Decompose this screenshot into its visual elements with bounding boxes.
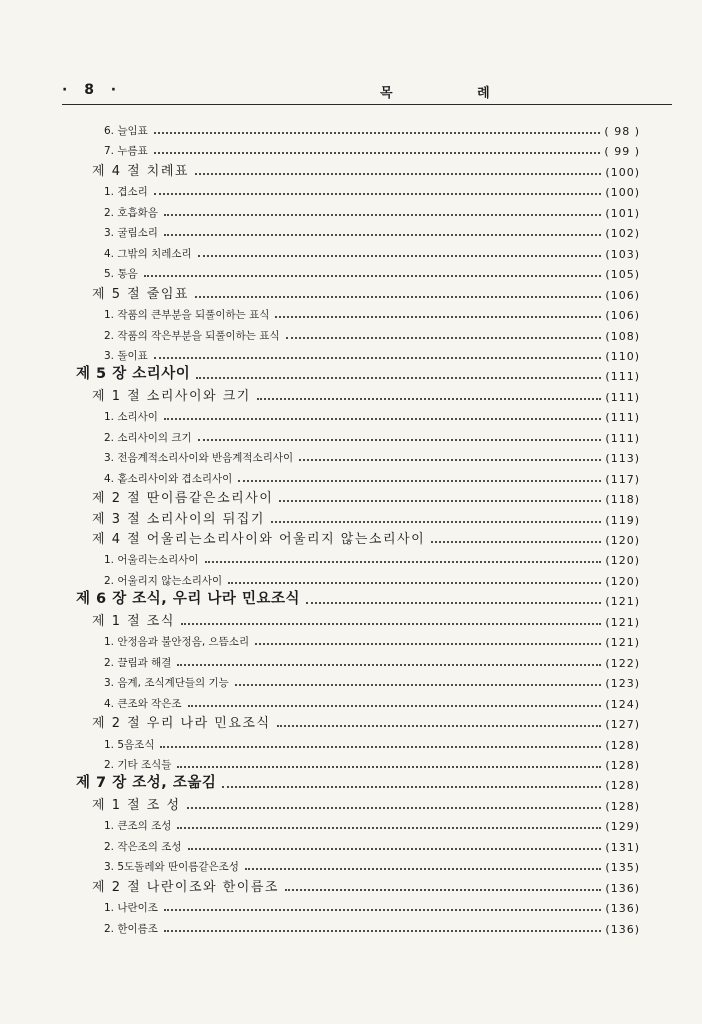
toc-entry-page: (129) [605, 820, 640, 834]
toc-entry-title: 제 6 장 조식, 우리 나라 민요조식 [76, 591, 300, 608]
toc-entry-page: (131) [605, 840, 640, 854]
toc-entry-page: (105) [605, 268, 640, 282]
toc-entry-page: (121) [605, 636, 640, 650]
dot-leader [160, 745, 601, 748]
toc-entry-title: 2. 기타 조식들 [104, 758, 172, 771]
toc-entry-page: (110) [605, 349, 640, 363]
dot-leader [271, 520, 602, 523]
dot-leader [306, 601, 601, 604]
page-header [62, 82, 672, 105]
toc-entry-page: (108) [605, 329, 640, 343]
toc-entry [92, 611, 640, 629]
toc-entry [104, 243, 640, 261]
toc-entry-title: 제 3 절 소리사이의 뒤집기 [92, 511, 265, 527]
toc-entry-page: (136) [605, 881, 640, 895]
toc-entry [104, 406, 640, 424]
dot-leader [228, 581, 601, 584]
dot-leader [198, 438, 602, 441]
toc-entry [104, 427, 640, 445]
toc-entry [104, 120, 640, 138]
toc-entry-page: (119) [605, 513, 640, 527]
toc-entry-title: 1. 어울리는소리사이 [104, 554, 199, 567]
toc-entry-title: 제 2 절 딴이름같은소리사이 [92, 491, 274, 507]
dot-leader [177, 663, 601, 666]
toc-entry-page: (113) [605, 452, 640, 466]
toc-entry-page: (120) [605, 574, 640, 588]
toc-entry-title: 3. 돌이표 [104, 349, 148, 362]
dot-leader [222, 785, 601, 788]
dot-leader [154, 151, 601, 154]
page-number: · 8 · [62, 82, 123, 98]
toc-entry [104, 570, 640, 588]
dot-leader [195, 172, 601, 175]
running-title: 목 례 [380, 86, 530, 101]
toc-entry [92, 509, 640, 527]
toc-entry-title: 2. 끌림과 해결 [104, 656, 172, 669]
toc-entry-page: (136) [605, 902, 640, 916]
dot-leader [154, 192, 602, 195]
toc-entry-page: (135) [605, 861, 640, 875]
toc-entry [76, 590, 640, 608]
dot-leader [164, 908, 601, 911]
toc-entry-page: (111) [605, 390, 640, 404]
toc-entry [104, 652, 640, 670]
dot-leader [257, 397, 602, 400]
toc-entry [104, 263, 640, 281]
toc-entry [104, 897, 640, 915]
toc-entry [104, 202, 640, 220]
dot-leader [164, 213, 601, 216]
toc-entry [104, 918, 640, 936]
toc-entry-title: 제 2 절 우리 나라 민요조식 [92, 716, 271, 732]
toc-entry-title: 3. 5도돌레와 딴이름같은조성 [104, 861, 239, 874]
toc-entry [104, 836, 640, 854]
dot-leader [177, 826, 601, 829]
toc-entry [92, 284, 640, 302]
toc-entry [104, 325, 640, 343]
toc-entry-title: 제 5 절 줄임표 [92, 286, 189, 302]
dot-leader [164, 417, 601, 420]
dot-leader [285, 888, 601, 891]
toc-entry-page: (128) [605, 799, 640, 813]
toc-entry-title: 제 1 절 소리사이와 크기 [92, 388, 251, 404]
toc-entry-title: 1. 소리사이 [104, 411, 158, 424]
toc-entry-page: (128) [605, 738, 640, 752]
toc-entry-page: (100) [605, 165, 640, 179]
dot-leader [181, 622, 602, 625]
toc-entry [92, 386, 640, 404]
toc-entry [104, 672, 640, 690]
dot-leader [431, 540, 601, 543]
toc-entry-title: 7. 누름표 [104, 145, 148, 158]
toc-entry-title: 1. 안정음과 불안정음, 으뜸소리 [104, 636, 250, 649]
dot-leader [279, 499, 601, 502]
dot-leader [255, 642, 601, 645]
toc-entry [104, 222, 640, 240]
toc-entry-page: (111) [605, 411, 640, 425]
toc-entry-title: 2. 작품의 작은부분을 되풀이하는 표식 [104, 329, 280, 342]
toc-entry [92, 161, 640, 179]
toc-entry-title: 2. 한이름조 [104, 922, 158, 935]
toc-entry-page: (121) [605, 595, 640, 609]
toc-entry [92, 529, 640, 547]
toc-entry-title: 4. 홑소리사이와 겹소리사이 [104, 472, 233, 485]
dot-leader [205, 560, 602, 563]
dot-leader [188, 704, 602, 707]
toc-entry-page: (128) [605, 758, 640, 772]
toc-entry [104, 468, 640, 486]
dot-leader [144, 274, 602, 277]
toc-entry-title: 1. 겹소리 [104, 186, 148, 199]
dot-leader [164, 929, 601, 932]
toc-entry-title: 1. 작품의 큰부분을 되풀이하는 표식 [104, 309, 270, 322]
toc-entry-title: 제 5 장 소리사이 [76, 366, 191, 383]
toc-entry [92, 488, 640, 506]
toc-entry-page: (103) [605, 247, 640, 261]
toc-entry-page: (127) [605, 718, 640, 732]
dot-leader [238, 479, 601, 482]
toc-entry-page: (111) [605, 370, 640, 384]
toc-entry-page: (120) [605, 534, 640, 547]
toc-entry-page: (136) [605, 922, 640, 936]
toc-entry-title: 제 1 절 조식 [92, 613, 175, 629]
toc-entry-page: (121) [605, 615, 640, 629]
toc-entry-title: 1. 큰조의 조성 [104, 820, 172, 833]
toc-entry [76, 774, 640, 792]
dot-leader [187, 806, 602, 809]
toc-entry-page: (106) [605, 309, 640, 323]
dot-leader [164, 233, 601, 236]
toc-entry-title: 4. 큰조와 작은조 [104, 697, 182, 710]
toc-entry [92, 877, 640, 895]
toc-entry [104, 181, 640, 199]
toc-entry-title: 제 1 절 조 성 [92, 797, 181, 813]
toc-entry [104, 815, 640, 833]
toc-entry [76, 365, 640, 383]
toc-entry-page: (128) [605, 779, 640, 793]
toc-entry-title: 제 2 절 나란이조와 한이름조 [92, 879, 279, 895]
toc-entry-page: (101) [605, 206, 640, 220]
toc-entry [104, 140, 640, 158]
toc-entry-title: 5. 통음 [104, 268, 138, 281]
toc-entry-page: ( 99 ) [604, 145, 640, 159]
toc-entry-page: (122) [605, 656, 640, 670]
toc-entry [92, 795, 640, 813]
dot-leader [198, 254, 602, 257]
toc-entry [104, 693, 640, 711]
toc-entry [104, 754, 640, 772]
dot-leader [286, 336, 602, 339]
toc-entry [92, 713, 640, 731]
toc-entry-page: (111) [605, 431, 640, 445]
toc-entry-page: (102) [605, 227, 640, 241]
toc-entry-page: (106) [605, 288, 640, 302]
toc-entry [104, 856, 640, 874]
toc-entry [104, 447, 640, 465]
toc-entry-title: 제 4 절 어울리는소리사이와 어울리지 않는소리사이 [92, 532, 426, 547]
toc-entry-title: 3. 음계, 조식계단들의 기능 [104, 677, 229, 690]
toc-entry [104, 549, 640, 567]
toc-entry [104, 734, 640, 752]
toc-entry-title: 1. 5음조식 [104, 738, 155, 751]
toc-entry-title: 3. 전음계적소리사이와 반음계적소리사이 [104, 452, 294, 465]
toc-entry [104, 304, 640, 322]
toc-entry-title: 2. 작은조의 조성 [104, 840, 182, 853]
toc-entry-page: (118) [605, 493, 640, 507]
toc-entry-title: 6. 늘임표 [104, 125, 148, 137]
dot-leader [235, 683, 602, 686]
toc-entry-page: (124) [605, 697, 640, 711]
toc-entry-page: (120) [605, 554, 640, 568]
toc-entry [104, 345, 640, 363]
toc-entry-title: 2. 어울리지 않는소리사이 [104, 574, 223, 587]
toc-entry-title: 3. 굴림소리 [104, 227, 158, 240]
toc-entry-page: (123) [605, 677, 640, 691]
dot-leader [277, 724, 602, 727]
dot-leader [154, 356, 602, 359]
dot-leader [154, 131, 601, 134]
toc-entry-page: (100) [605, 186, 640, 200]
toc-entry-title: 4. 그밖의 치레소리 [104, 247, 192, 260]
dot-leader [245, 867, 601, 870]
dot-leader [195, 295, 601, 298]
dot-leader [188, 847, 602, 850]
toc-entry-page: (117) [605, 472, 640, 486]
dot-leader [196, 376, 601, 379]
toc-entry-title: 2. 호흡화음 [104, 206, 158, 219]
toc-entry-title: 1. 나란이조 [104, 902, 158, 915]
toc-entry-title: 2. 소리사이의 크기 [104, 431, 192, 444]
dot-leader [275, 315, 601, 318]
toc-entry-title: 제 7 장 조성, 조옮김 [76, 775, 217, 792]
toc-entry-page: ( 98 ) [604, 125, 640, 138]
toc-entry [104, 631, 640, 649]
dot-leader [177, 765, 601, 768]
dot-leader [299, 458, 601, 461]
toc-entry-title: 제 4 절 치례표 [92, 163, 189, 179]
